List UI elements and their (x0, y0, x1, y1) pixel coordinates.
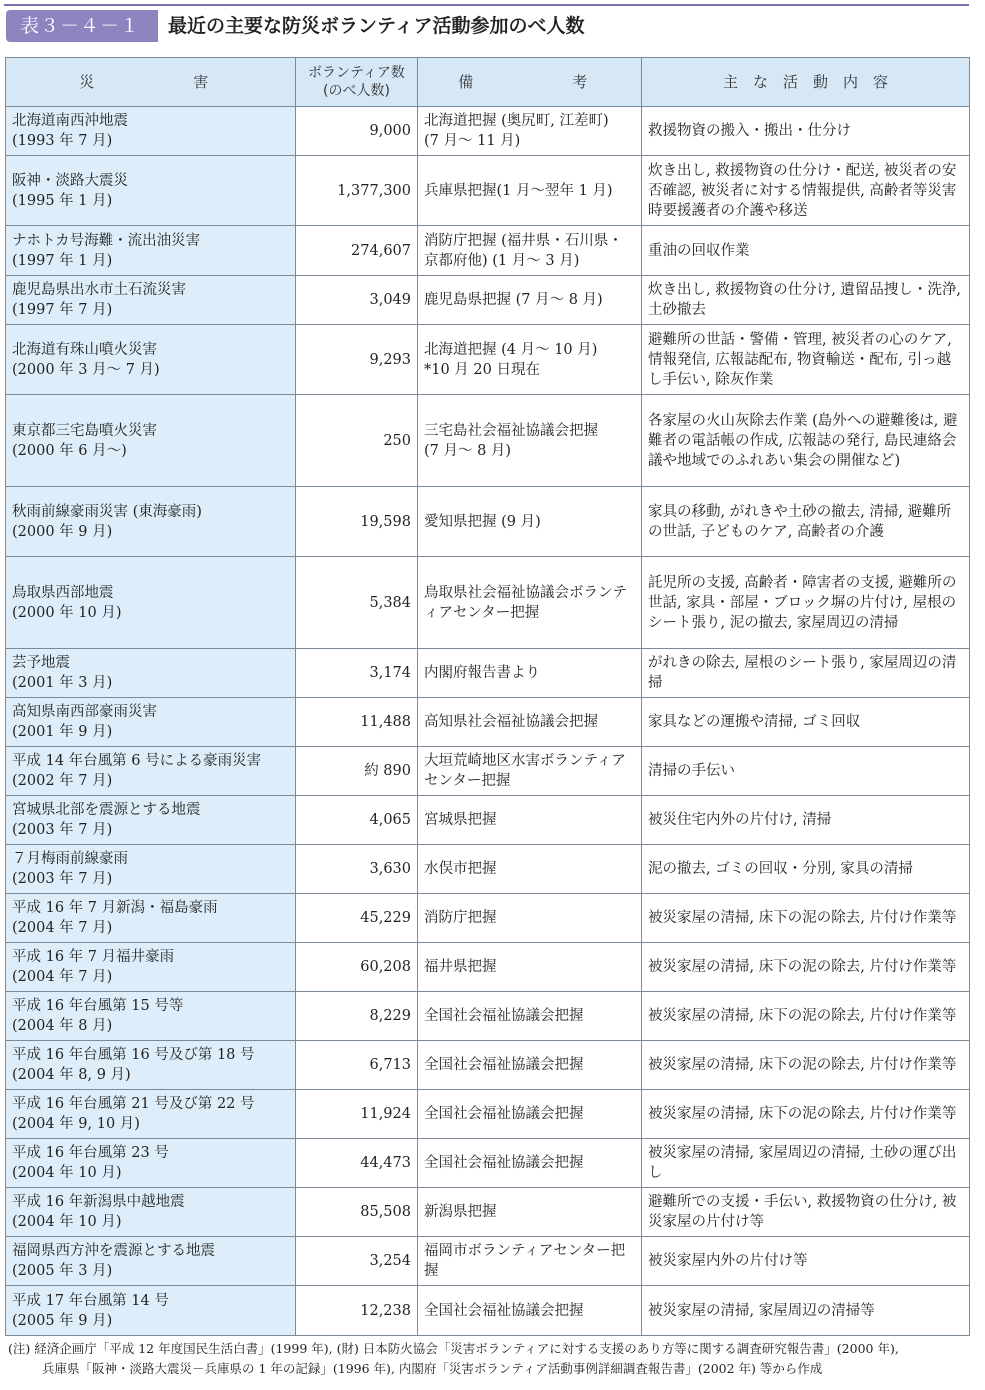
disaster-cell: 平成 16 年 7 月新潟・福島豪雨 (2004 年 7 月) (6, 894, 296, 943)
activities-cell: 炊き出し, 救援物資の仕分け・配送, 被災者の安否確認, 被災者に対する情報提供, 高齢者等災害時要援護者の介護や移送 (642, 156, 970, 226)
remarks-cell: 北海道把握 (奥尻町, 江差町) (7 月～ 11 月) (418, 107, 642, 156)
table-row (6, 943, 970, 992)
disaster-cell: 北海道南西沖地震 (1993 年 7 月) (6, 107, 296, 156)
remarks-cell: 全国社会福祉協議会把握 (418, 1090, 642, 1139)
disaster-cell: 福岡県西方沖を震源とする地震 (2005 年 3 月) (6, 1237, 296, 1286)
table-row (6, 1286, 970, 1336)
table-row (6, 649, 970, 698)
disaster-cell: 平成 16 年 7 月福井豪雨 (2004 年 7 月) (6, 943, 296, 992)
volunteer-count-cell: 9,000 (296, 107, 418, 156)
remarks-cell: 全国社会福祉協議会把握 (418, 1041, 642, 1090)
volunteer-count-cell: 250 (296, 395, 418, 487)
volunteer-count-cell: 3,630 (296, 845, 418, 894)
activities-cell: 被災家屋の清掃, 床下の泥の除去, 片付け作業等 (642, 992, 970, 1041)
activities-cell: 救援物資の搬入・搬出・仕分け (642, 107, 970, 156)
volunteer-count-cell: 11,488 (296, 698, 418, 747)
table-row (6, 747, 970, 796)
remarks-cell: 福井県把握 (418, 943, 642, 992)
table-row (6, 226, 970, 276)
table-row (6, 845, 970, 894)
remarks-cell: 新潟県把握 (418, 1188, 642, 1237)
remarks-cell: 三宅島社会福祉協議会把握 (7 月～ 8 月) (418, 395, 642, 487)
disaster-cell: 平成 16 年台風第 21 号及び第 22 号 (2004 年 9, 10 月) (6, 1090, 296, 1139)
volunteer-table (5, 57, 970, 1336)
volunteer-count-cell: 12,238 (296, 1286, 418, 1336)
footnote-line: 兵庫県「阪神・淡路大震災－兵庫県の 1 年の記録」(1996 年), 内閣府「災害ボランティア活動事例詳細調査報告書」(2002 年) 等から作成 (42, 1361, 823, 1376)
disaster-cell: 宮城県北部を震源とする地震 (2003 年 7 月) (6, 796, 296, 845)
disaster-cell: 平成 14 年台風第 6 号による豪雨災害 (2002 年 7 月) (6, 747, 296, 796)
remarks-cell: 消防庁把握 (418, 894, 642, 943)
volunteer-count-cell: 3,174 (296, 649, 418, 698)
table-row (6, 276, 970, 325)
remarks-cell: 消防庁把握 (福井県・石川県・京都府他) (1 月～ 3 月) (418, 226, 642, 276)
activities-cell: 被災住宅内外の片付け, 清掃 (642, 796, 970, 845)
col-volunteer-count: ボランティア数 (のべ人数) (296, 58, 418, 107)
activities-cell: 清掃の手伝い (642, 747, 970, 796)
table-row (6, 1237, 970, 1286)
activities-cell: 被災家屋の清掃, 床下の泥の除去, 片付け作業等 (642, 1090, 970, 1139)
disaster-cell: 鳥取県西部地震 (2000 年 10 月) (6, 557, 296, 649)
activities-cell: 被災家屋の清掃, 床下の泥の除去, 片付け作業等 (642, 1041, 970, 1090)
table-row (6, 1188, 970, 1237)
table-row (6, 156, 970, 226)
volunteer-count-cell: 1,377,300 (296, 156, 418, 226)
remarks-cell: 宮城県把握 (418, 796, 642, 845)
activities-cell: 重油の回収作業 (642, 226, 970, 276)
volunteer-count-cell: 8,229 (296, 992, 418, 1041)
disaster-cell: ７月梅雨前線豪雨 (2003 年 7 月) (6, 845, 296, 894)
remarks-cell: 高知県社会福祉協議会把握 (418, 698, 642, 747)
footnote-line: (注) 経済企画庁「平成 12 年度国民生活白書」(1999 年), (財) 日本防火協会「災害ボランティアに対する支援のあり方等に関する調査研究報告書」(2000 年), (8, 1341, 899, 1356)
volunteer-count-cell: 6,713 (296, 1041, 418, 1090)
table-row (6, 796, 970, 845)
activities-cell: 避難所での支援・手伝い, 救援物資の仕分け, 被災家屋の片付け等 (642, 1188, 970, 1237)
col-remarks: 備 考 (418, 58, 642, 107)
volunteer-count-cell: 11,924 (296, 1090, 418, 1139)
volunteer-count-cell: 45,229 (296, 894, 418, 943)
remarks-cell: 全国社会福祉協議会把握 (418, 1139, 642, 1188)
table-row (6, 557, 970, 649)
activities-cell: がれきの除去, 屋根のシート張り, 家屋周辺の清掃 (642, 649, 970, 698)
title-bar (4, 4, 969, 36)
table-row (6, 487, 970, 557)
volunteer-count-cell: 44,473 (296, 1139, 418, 1188)
col-activities: 主 な 活 動 内 容 (642, 58, 970, 107)
disaster-cell: 芸予地震 (2001 年 3 月) (6, 649, 296, 698)
table-row (6, 698, 970, 747)
disaster-cell: 阪神・淡路大震災 (1995 年 1 月) (6, 156, 296, 226)
disaster-cell: 平成 16 年台風第 16 号及び第 18 号 (2004 年 8, 9 月) (6, 1041, 296, 1090)
volunteer-count-cell: 5,384 (296, 557, 418, 649)
volunteer-count-cell: 9,293 (296, 325, 418, 395)
table-number-tag: 表３－４－１ (6, 10, 158, 42)
activities-cell: 家具の移動, がれきや土砂の撤去, 清掃, 避難所の世話, 子どものケア, 高齢者の介護 (642, 487, 970, 557)
table-row (6, 894, 970, 943)
remarks-cell: 全国社会福祉協議会把握 (418, 1286, 642, 1336)
disaster-cell: 平成 16 年新潟県中越地震 (2004 年 10 月) (6, 1188, 296, 1237)
table-header-row (6, 58, 970, 107)
activities-cell: 被災家屋の清掃, 床下の泥の除去, 片付け作業等 (642, 894, 970, 943)
activities-cell: 被災家屋の清掃, 家屋周辺の清掃等 (642, 1286, 970, 1336)
activities-cell: 被災家屋の清掃, 家屋周辺の清掃, 土砂の運び出し (642, 1139, 970, 1188)
table-row (6, 1090, 970, 1139)
disaster-cell: 平成 16 年台風第 23 号 (2004 年 10 月) (6, 1139, 296, 1188)
disaster-cell: 平成 17 年台風第 14 号 (2005 年 9 月) (6, 1286, 296, 1336)
volunteer-count-cell: 274,607 (296, 226, 418, 276)
activities-cell: 各家屋の火山灰除去作業 (島外への避難後は, 避難者の電話帳の作成, 広報誌の発行, 島民連絡会議や地域でのふれあい集会の開催など) (642, 395, 970, 487)
volunteer-count-cell: 4,065 (296, 796, 418, 845)
title-rule (4, 4, 969, 6)
table-row (6, 1041, 970, 1090)
disaster-cell: ナホトカ号海難・流出油災害 (1997 年 1 月) (6, 226, 296, 276)
remarks-cell: 鳥取県社会福祉協議会ボランティアセンター把握 (418, 557, 642, 649)
page-title: 最近の主要な防災ボランティア活動参加のべ人数 (168, 15, 585, 37)
table-row (6, 1139, 970, 1188)
disaster-cell: 北海道有珠山噴火災害 (2000 年 3 月～ 7 月) (6, 325, 296, 395)
disaster-cell: 東京都三宅島噴火災害 (2000 年 6 月～) (6, 395, 296, 487)
remarks-cell: 全国社会福祉協議会把握 (418, 992, 642, 1041)
remarks-cell: 鹿児島県把握 (7 月～ 8 月) (418, 276, 642, 325)
volunteer-count-cell: 約 890 (296, 747, 418, 796)
activities-cell: 家具などの運搬や清掃, ゴミ回収 (642, 698, 970, 747)
table-row (6, 992, 970, 1041)
table-row (6, 325, 970, 395)
remarks-cell: 兵庫県把握(1 月～翌年 1 月) (418, 156, 642, 226)
disaster-cell: 高知県南西部豪雨災害 (2001 年 9 月) (6, 698, 296, 747)
volunteer-count-cell: 19,598 (296, 487, 418, 557)
activities-cell: 被災家屋の清掃, 床下の泥の除去, 片付け作業等 (642, 943, 970, 992)
remarks-cell: 北海道把握 (4 月～ 10 月) *10 月 20 日現在 (418, 325, 642, 395)
remarks-cell: 水俣市把握 (418, 845, 642, 894)
remarks-cell: 福岡市ボランティアセンター把握 (418, 1237, 642, 1286)
table-row (6, 107, 970, 156)
activities-cell: 避難所の世話・警備・管理, 被災者の心のケア, 情報発信, 広報誌配布, 物資輸送・配布, 引っ越し手伝い, 除灰作業 (642, 325, 970, 395)
col-disaster: 災 害 (6, 58, 296, 107)
remarks-cell: 内閣府報告書より (418, 649, 642, 698)
disaster-cell: 平成 16 年台風第 15 号等 (2004 年 8 月) (6, 992, 296, 1041)
volunteer-count-cell: 3,049 (296, 276, 418, 325)
remarks-cell: 大垣荒崎地区水害ボランティアセンター把握 (418, 747, 642, 796)
activities-cell: 託児所の支援, 高齢者・障害者の支援, 避難所の世話, 家具・部屋・ブロック塀の片付け, 屋根のシート張り, 泥の撤去, 家屋周辺の清掃 (642, 557, 970, 649)
table-row (6, 395, 970, 487)
footnote (8, 1339, 973, 1379)
volunteer-count-cell: 60,208 (296, 943, 418, 992)
volunteer-count-cell: 85,508 (296, 1188, 418, 1237)
disaster-cell: 鹿児島県出水市土石流災害 (1997 年 7 月) (6, 276, 296, 325)
disaster-cell: 秋雨前線豪雨災害 (東海豪雨) (2000 年 9 月) (6, 487, 296, 557)
activities-cell: 被災家屋内外の片付け等 (642, 1237, 970, 1286)
remarks-cell: 愛知県把握 (9 月) (418, 487, 642, 557)
activities-cell: 泥の撤去, ゴミの回収・分別, 家具の清掃 (642, 845, 970, 894)
volunteer-count-cell: 3,254 (296, 1237, 418, 1286)
activities-cell: 炊き出し, 救援物資の仕分け, 遺留品捜し・洗浄, 土砂撤去 (642, 276, 970, 325)
